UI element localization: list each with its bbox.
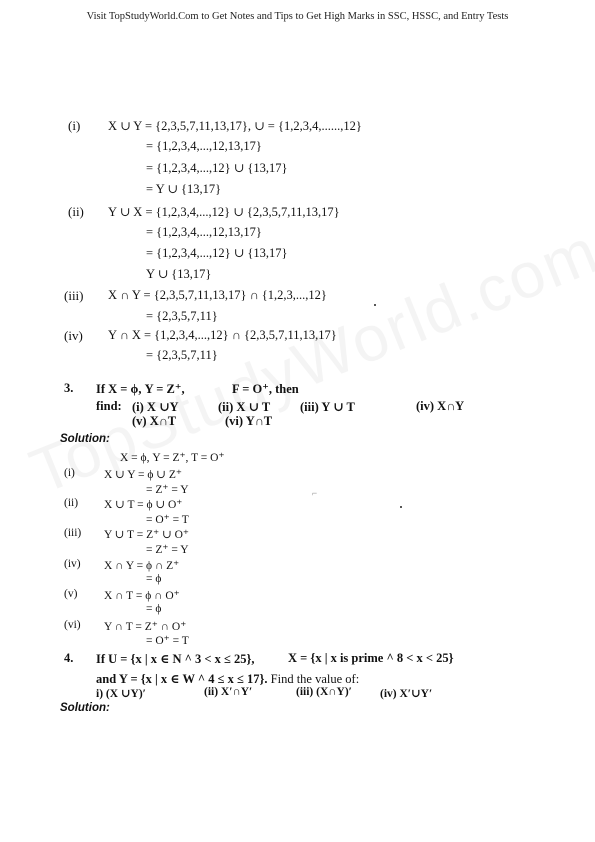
step-result: = O⁺ = T — [146, 635, 189, 647]
watermark — [20, 213, 595, 508]
question-option: (iv) X′∪Y′ — [380, 688, 433, 700]
step-line: X ∪ T = ϕ ∪ O⁺ — [104, 499, 183, 511]
equation-line: Y ∪ {13,17} — [146, 267, 212, 281]
question-option: i) (X ∪Y)′ — [96, 688, 146, 700]
question-option: (iii) Y ∪ T — [300, 400, 355, 414]
step-label: (iii) — [64, 527, 82, 539]
question-option: (ii) X ∪ T — [218, 400, 271, 414]
equation-line: X ∪ Y = {2,3,5,7,11,13,17}, ∪ = {1,2,3,4,......,12} — [108, 119, 362, 133]
question-option: (v) X∩T — [132, 414, 177, 428]
stray-mark — [400, 506, 402, 508]
question-option: (iii) (X∩Y)′ — [296, 686, 352, 698]
step-label: (iv) — [64, 558, 81, 570]
question-option: (vi) Y∩T — [225, 414, 273, 428]
stray-mark — [374, 304, 376, 306]
question-statement: If U = {x | x ∈ N ^ 3 < x ≤ 25}, — [96, 652, 255, 666]
equation-line: = {1,2,3,4,...,12} ∪ {13,17} — [146, 246, 288, 260]
step-label: (ii) — [64, 497, 79, 509]
question-statement: X = {x | x is prime ^ 8 < x < 25} — [288, 651, 454, 665]
step-result: = ϕ — [146, 603, 162, 615]
equation-line: Y ∪ X = {1,2,3,4,...,12} ∪ {2,3,5,7,11,13,17} — [108, 205, 340, 219]
solution-label: Solution: — [60, 702, 110, 714]
question-option: (i) X ∪Y — [132, 400, 179, 414]
equation-line: = Y ∪ {13,17} — [146, 182, 222, 196]
question-number: 4. — [64, 651, 74, 665]
equation-line: = {2,3,5,7,11} — [146, 348, 218, 362]
step-line: X ∪ Y = ϕ ∪ Z⁺ — [104, 469, 182, 481]
question-number: 3. — [64, 381, 74, 395]
equation-line: = {1,2,3,4,...,12} ∪ {13,17} — [146, 161, 288, 175]
step-line: X ∩ Y = ϕ ∩ Z⁺ — [104, 560, 180, 572]
equation-line: X ∩ Y = {2,3,5,7,11,13,17} ∩ {1,2,3,...,12} — [108, 288, 327, 302]
step-line: Y ∪ T = Z⁺ ∪ O⁺ — [104, 529, 189, 541]
part-label: (iii) — [64, 288, 84, 303]
step-label: (v) — [64, 588, 78, 600]
step-line: Y ∩ T = Z⁺ ∩ O⁺ — [104, 621, 187, 633]
question-statement: If X = ϕ, Y = Z⁺, — [96, 382, 185, 396]
step-result: = O⁺ = T — [146, 514, 189, 526]
equation-line: = {1,2,3,4,...,12,13,17} — [146, 139, 262, 153]
step-line: X ∩ T = ϕ ∩ O⁺ — [104, 590, 180, 602]
stray-mark: ⌐ — [312, 488, 318, 498]
equation-line: Y ∩ X = {1,2,3,4,...,12} ∩ {2,3,5,7,11,13,17} — [108, 328, 337, 342]
step-result: = Z⁺ = Y — [146, 544, 189, 556]
find-label: find: — [96, 399, 122, 413]
question-statement: Find the value of: — [267, 672, 360, 686]
question-statement: and Y = {x | x ∈ W ^ 4 ≤ x ≤ 17}. — [96, 672, 268, 686]
step-result: = ϕ — [146, 573, 162, 585]
step-label: (i) — [64, 467, 75, 479]
solution-label: Solution: — [60, 433, 110, 445]
equation-line: = {1,2,3,4,...,12,13,17} — [146, 225, 262, 239]
part-label: (i) — [68, 118, 81, 133]
given-line: X = ϕ, Y = Z⁺, T = O⁺ — [120, 452, 225, 464]
question-option: (iv) X∩Y — [416, 399, 465, 413]
question-statement: F = O⁺, then — [232, 382, 299, 396]
part-label: (iv) — [64, 328, 83, 343]
step-result: = Z⁺ = Y — [146, 484, 189, 496]
page-header[interactable]: Visit TopStudyWorld.Com to Get Notes and Tips to Get High Marks in SSC, HSSC, and Entry Tests — [86, 11, 509, 22]
part-label: (ii) — [68, 204, 84, 219]
equation-line: = {2,3,5,7,11} — [146, 309, 218, 323]
step-label: (vi) — [64, 619, 81, 631]
question-option: (ii) X′∩Y′ — [204, 686, 253, 698]
